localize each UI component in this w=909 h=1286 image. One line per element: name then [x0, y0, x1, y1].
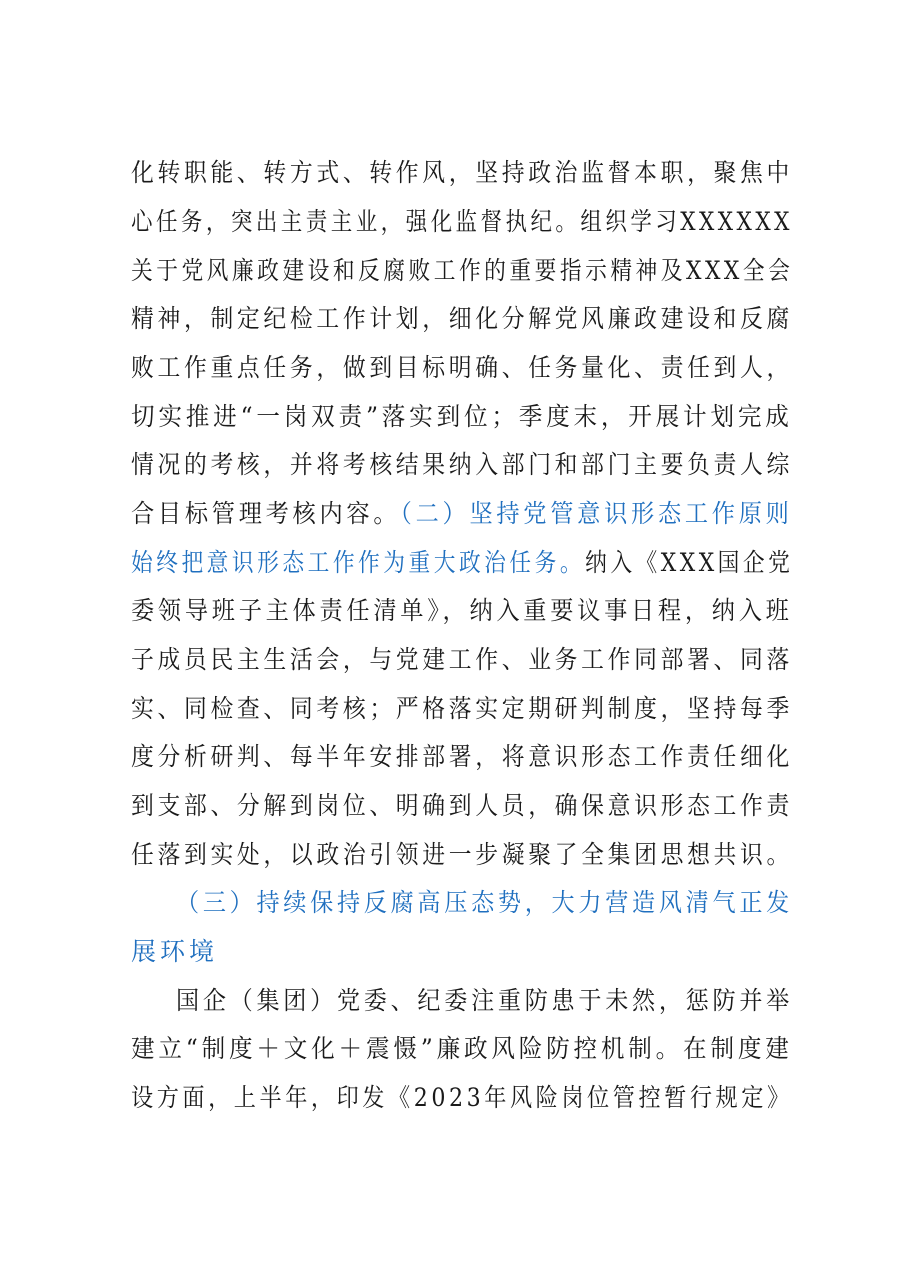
text-line	[131, 400, 793, 434]
body-text: 精神，制定纪检工作计划，细化分解党风廉政建设和反腐	[131, 304, 794, 333]
heading-text: （三）持续保持反腐高压态势，大力营造风清气正发	[176, 888, 793, 917]
body-text: 国企（集团）党委、纪委注重防患于未然，惩防并举	[176, 986, 793, 1015]
body-text: 实、同检查、同考核；严格落实定期研判制度，坚持每季	[131, 694, 794, 723]
body-text: 任落到实处，以政治引领进一步凝聚了全集团思想共识。	[131, 840, 794, 869]
text-line	[131, 497, 793, 531]
text-line	[131, 156, 794, 190]
body-text: 关于党风廉政建设和反腐败工作的重要指示精神及XXX全会	[131, 256, 794, 285]
text-line	[131, 205, 793, 239]
body-text: 情况的考核，并将考核结果纳入部门和部门主要负责人综	[131, 450, 794, 479]
text-line	[131, 546, 794, 580]
text-line	[131, 302, 794, 336]
text-line	[131, 1032, 793, 1066]
section-heading-three	[131, 935, 793, 969]
text-line	[131, 643, 794, 677]
text-line	[131, 351, 794, 385]
body-text: 子成员民主生活会，与党建工作、业务工作同部署、同落	[131, 645, 794, 674]
body-text: 切实推进“一岗双责”落实到位；季度末，开展计划完成	[131, 402, 793, 431]
body-text: 败工作重点任务，做到目标明确、任务量化、责任到人，	[131, 353, 794, 382]
body-text: 合目标管理考核内容。	[131, 499, 401, 528]
section-heading-three	[176, 886, 793, 920]
body-text: 委领导班子主体责任清单》，纳入重要议事日程，纳入班	[131, 596, 793, 625]
body-text: 心任务，突出主责主业，强化监督执纪。组织学习XXXXXX	[131, 207, 793, 236]
body-text: 到支部、分解到岗位、明确到人员，确保意识形态工作责	[131, 791, 794, 820]
text-line	[176, 984, 793, 1018]
body-text: 设方面，上半年，印发《2023年风险岗位管控暂行规定》	[131, 1083, 793, 1112]
body-text: 度分析研判、每半年安排部署，将意识形态工作责任细化	[131, 742, 794, 771]
text-line	[131, 594, 793, 628]
body-text: 化转职能、转方式、转作风，坚持政治监督本职，聚焦中	[131, 158, 794, 187]
section-heading-two: （二）坚持党管意识形态工作原则	[400, 499, 793, 528]
text-line	[131, 692, 794, 726]
text-line	[131, 448, 794, 482]
text-line	[131, 1081, 793, 1115]
text-line	[131, 789, 794, 823]
text-line	[131, 838, 794, 872]
body-text: 纳入《XXX国企党	[585, 548, 794, 577]
text-line	[131, 740, 794, 774]
body-text: 建立“制度＋文化＋震慑”廉政风险防控机制。在制度建	[131, 1034, 793, 1063]
text-line	[131, 254, 794, 288]
section-heading-two: 始终把意识形态工作作为重大政治任务。	[131, 548, 586, 577]
heading-text: 展环境	[131, 937, 219, 966]
